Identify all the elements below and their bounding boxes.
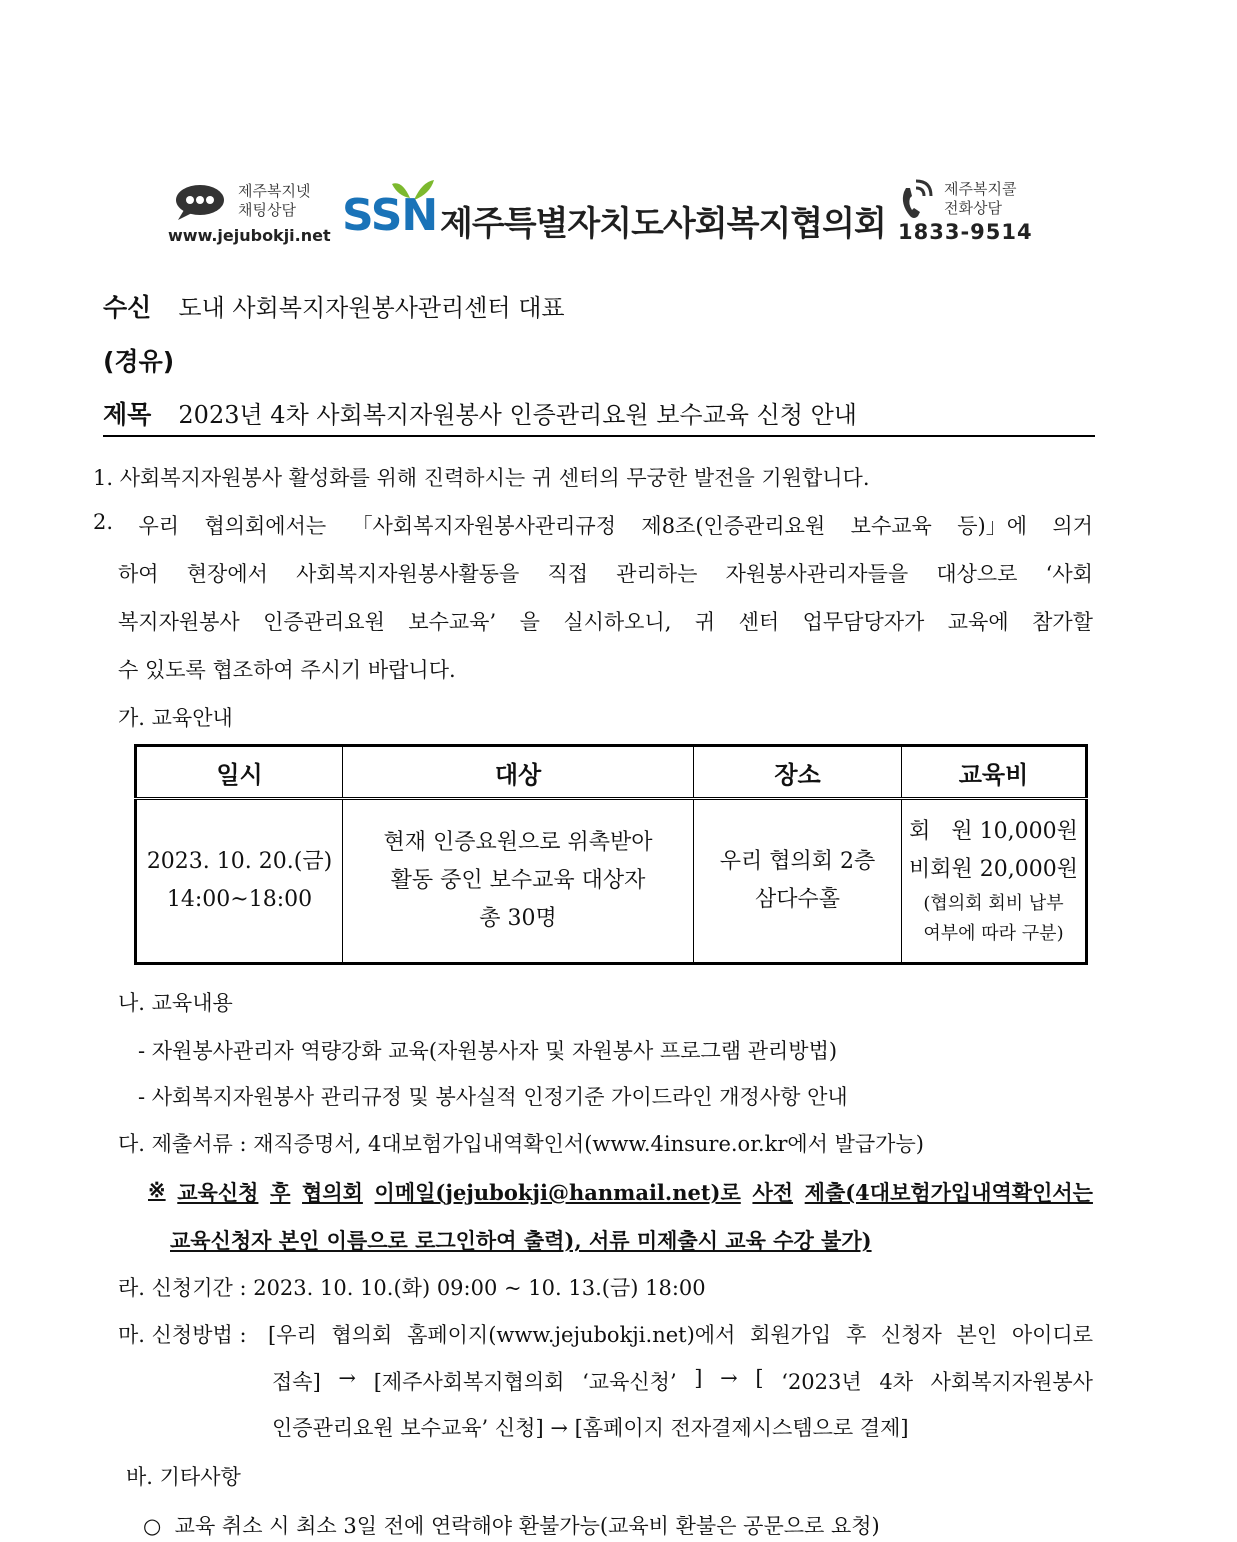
word: 등)」에 (957, 514, 1027, 538)
table-header-row (136, 746, 1087, 799)
word: 사회복지자원봉사활동을 (296, 562, 520, 586)
phone-icon (896, 178, 936, 224)
title-value: 2023년 4차 사회복지자원봉사 인증관리요원 보수교육 신청 안내 (178, 401, 857, 429)
section-da-documents: 다. 제출서류 : 재직증명서, 4대보험가입내역확인서(www.4insure.or.kr에서 발급가능) (118, 1132, 924, 1156)
word: 현장에서 (186, 562, 268, 586)
table-header-cell: 대상 (343, 746, 694, 799)
cell-date-time (136, 799, 343, 964)
word: 회원가입 (750, 1323, 832, 1347)
word: 이메일(jejubokji@hanmail.net)로 (374, 1180, 741, 1205)
title-key: 제목 (103, 400, 152, 429)
table-row (136, 799, 1087, 964)
word: 「사회복지자원봉사관리규정 (351, 514, 616, 538)
time-text: 14:00~18:00 (166, 887, 313, 912)
word: 을 (519, 610, 540, 634)
fee-nonmember: 비회원 20,000원 (909, 857, 1078, 882)
method-line-3: 인증관리요원 보수교육’ 신청] → [홈페이지 전자결제시스템으로 결제] (272, 1416, 909, 1440)
section-ma-prefix: 마. 신청방법 : (118, 1323, 247, 1347)
paragraph-2-line-2 (118, 558, 1093, 588)
header-divider (103, 435, 1095, 437)
place-text: 우리 협의회 2층 (719, 849, 876, 874)
place-text: 삼다수홀 (754, 887, 840, 912)
chat-bubble-icon (170, 182, 226, 222)
word: ‘2023년 (781, 1370, 862, 1394)
word: 귀 (694, 610, 716, 634)
title-row (103, 395, 857, 431)
table-header-cell: 장소 (694, 746, 902, 799)
cell-target (343, 799, 694, 964)
content-item: - 사회복지자원봉사 관리규정 및 봉사실적 인정기준 가이드라인 개정사항 안내 (138, 1085, 848, 1109)
word: 아이디로 (1011, 1323, 1093, 1347)
word: 후 (845, 1323, 867, 1347)
target-text: 활동 중인 보수교육 대상자 (390, 868, 646, 893)
method-line-1 (268, 1319, 1093, 1349)
word: 사전 (752, 1180, 794, 1205)
section-ba-heading: 바. 기타사항 (126, 1465, 241, 1489)
word: ] (694, 1366, 703, 1390)
word: 홈페이지(www.jejubokji.net)에서 (407, 1323, 736, 1347)
section-na-heading: 나. 교육내용 (118, 991, 233, 1015)
word: 협의회에서는 (204, 514, 327, 538)
via-key: (경유) (103, 347, 175, 376)
word: ※ (148, 1177, 166, 1202)
word: 후 (270, 1180, 291, 1205)
table-header-cell: 교육비 (902, 746, 1087, 799)
word: 사회복지자원봉사 (930, 1370, 1093, 1394)
method-line-2 (272, 1366, 1093, 1396)
word: 우리 (138, 514, 180, 538)
word: 본인 (956, 1323, 998, 1347)
fee-note: (협의회 회비 납부 (923, 893, 1064, 914)
paragraph-2-line-4: 수 있도록 협조하여 주시기 바랍니다. (118, 658, 456, 682)
word: 보수교육 (850, 514, 932, 538)
call-number: 1833-9514 (898, 220, 1033, 244)
word: ‘교육신청’ (582, 1370, 677, 1394)
table-header-cell: 일시 (136, 746, 343, 799)
target-count: 총 30명 (479, 906, 557, 931)
cell-fee (902, 799, 1087, 964)
word: 자원봉사관리자들을 (725, 562, 909, 586)
word: 의거 (1052, 514, 1093, 538)
paragraph-1: 1. 사회복지자원봉사 활성화를 위해 진력하시는 귀 센터의 무궁한 발전을 기원합니다. (93, 466, 870, 490)
word: 인증관리요원 (263, 610, 385, 634)
date-text: 2023. 10. 20.(금) (146, 849, 333, 874)
word: 직접 (547, 562, 589, 586)
notice-line-1 (148, 1177, 1093, 1207)
word: [제주사회복지협의회 (373, 1370, 565, 1394)
word: 교육신청 (177, 1180, 259, 1205)
word: 4차 (879, 1370, 913, 1394)
word: 보수교육’ (408, 610, 497, 634)
recipient-key: 수신 (103, 293, 152, 322)
word: 신청자 (880, 1323, 942, 1347)
organization-name: 제주특별자치도사회복지협의회 (440, 204, 886, 244)
recipient-row (103, 288, 565, 324)
education-info-table (134, 744, 1088, 965)
paragraph-2-line-3 (118, 606, 1093, 636)
word: 관리하는 (616, 562, 698, 586)
fee-member: 회 원 10,000원 (909, 819, 1078, 844)
word: → (720, 1366, 738, 1390)
chat-service-label: 제주복지넷 채팅상담 (238, 182, 311, 219)
word: 대상으로 (936, 562, 1018, 586)
section-ra-period: 라. 신청기간 : 2023. 10. 10.(화) 09:00 ~ 10. 13.(금) 18:00 (118, 1276, 706, 1300)
ssn-logo: SSN (342, 190, 438, 241)
cell-place (694, 799, 902, 964)
word: 센터 (738, 610, 780, 634)
word: 업무담당자가 (802, 610, 925, 634)
section-ga-heading: 가. 교육안내 (118, 706, 233, 730)
word: 실시하오니, (563, 610, 672, 634)
word: 참가할 (1032, 610, 1093, 634)
word: → (338, 1366, 357, 1390)
word: 접속] (272, 1370, 321, 1394)
target-text: 현재 인증요원으로 위촉받아 (383, 830, 653, 855)
notice-line-2: 교육신청자 본인 이름으로 로그인하여 출력), 서류 미제출시 교육 수강 불가) (170, 1228, 872, 1253)
recipient-value: 도내 사회복지자원봉사관리센터 대표 (178, 294, 565, 322)
word: 하여 (118, 562, 159, 586)
word: 협의회 (331, 1323, 393, 1347)
word: 복지자원봉사 (118, 610, 240, 634)
word: 협의회 (302, 1180, 363, 1205)
fee-note: 여부에 따라 구분) (923, 923, 1064, 944)
word: [우리 (268, 1323, 317, 1347)
call-service-label: 제주복지콜 전화상담 (944, 180, 1017, 217)
word: 제출(4대보험가입내역확인서는 (804, 1180, 1093, 1205)
word: 2. (93, 510, 114, 534)
website-url: www.jejubokji.net (168, 226, 331, 245)
other-item: ○ 교육 취소 시 최소 3일 전에 연락해야 환불가능(교육비 환불은 공문으로 요청) (143, 1514, 880, 1538)
content-item: - 자원봉사관리자 역량강화 교육(자원봉사자 및 자원봉사 프로그램 관리방법) (138, 1039, 838, 1063)
word: [ (755, 1366, 764, 1390)
word: 제8조(인증관리요원 (641, 514, 826, 538)
paragraph-2-line-1 (93, 510, 1093, 540)
word: ‘사회 (1045, 562, 1093, 586)
word: 교육에 (947, 610, 1009, 634)
